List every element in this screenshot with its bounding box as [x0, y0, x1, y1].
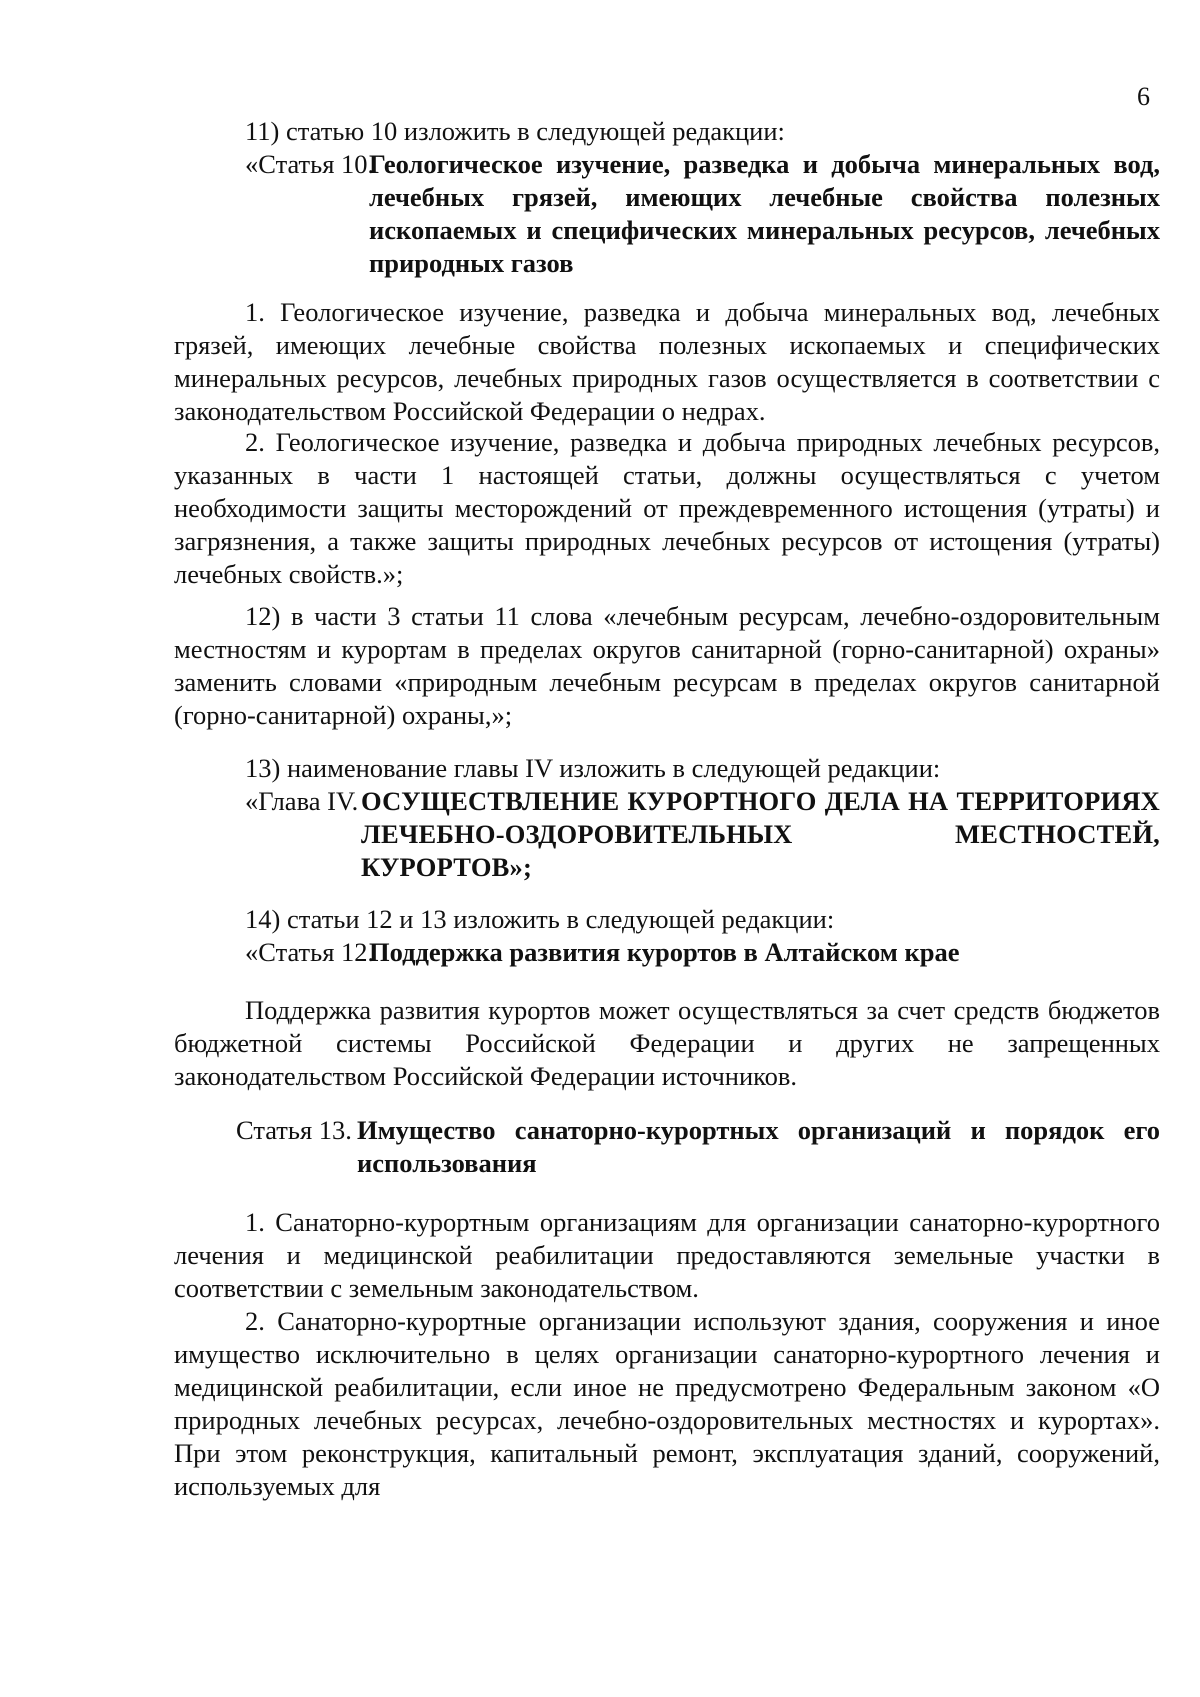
article-10-paragraph-1: 1. Геологическое изучение, разведка и добыча минеральных вод, лечебных грязей, имеющих лечебные свойства полезных ископаемых и специфических минеральных ресурсов, лечебных природных газов осуществляется в соответствии с законодательством Российской Федерации о недрах.	[174, 297, 1160, 426]
article-13-body	[174, 1206, 1160, 1503]
item-11-intro: 11) статью 10 изложить в следующей редакции:	[245, 116, 785, 146]
item-14	[174, 903, 1160, 969]
article-10-title: Геологическое изучение, разведка и добыча минеральных вод, лечебных грязей, имеющих лечебные свойства полезных ископаемых и специфических минеральных ресурсов, лечебных природных газов	[369, 149, 1160, 278]
article-10-paragraph-2: 2. Геологическое изучение, разведка и добыча природных лечебных ресурсов, указанных в части 1 настоящей статьи, должны осуществляться с учетом необходимости защиты месторождений от преждевременного истощения (утраты) и загрязнения, а также защиты природных лечебных ресурсов от истощения (утраты) лечебных свойств.»;	[174, 427, 1160, 589]
article-13-label: Статья 13.	[236, 1115, 352, 1145]
chapter-4-label: «Глава IV.	[245, 786, 359, 816]
chapter-4-title: ОСУЩЕСТВЛЕНИЕ КУРОРТНОГО ДЕЛА НА ТЕРРИТОРИЯХ ЛЕЧЕБНО-ОЗДОРОВИТЕЛЬНЫХ МЕСТНОСТЕЙ, КУРОРТОВ»;	[361, 786, 1160, 882]
article-12-body	[174, 994, 1160, 1093]
article-13-heading	[174, 1114, 1160, 1180]
page-number: 6	[1137, 82, 1150, 111]
item-14-intro: 14) статьи 12 и 13 изложить в следующей редакции:	[245, 904, 835, 934]
article-12-paragraph: Поддержка развития курортов может осуществляться за счет средств бюджетов бюджетной системы Российской Федерации и других не запрещенных законодательством Российской Федерации источников.	[174, 995, 1160, 1091]
article-13-title: Имущество санаторно-курортных организаций и порядок его использования	[357, 1115, 1160, 1178]
item-12	[174, 600, 1160, 732]
article-13-paragraph-2: 2. Санаторно-курортные организации используют здания, сооружения и иное имущество исключительно в целях организации санаторно-курортного лечения и медицинской реабилитации, если иное не предусмотрено Федеральным законом «О природных лечебных ресурсах, лечебно-оздоровительных местностях и курортах». При этом реконструкция, капитальный ремонт, эксплуатация зданий, сооружений, используемых для	[174, 1306, 1160, 1501]
item-13-intro: 13) наименование главы IV изложить в следующей редакции:	[245, 753, 941, 783]
article-13-heading-block	[174, 1114, 1160, 1180]
item-11	[174, 115, 1160, 280]
article-12-heading	[174, 936, 1160, 969]
article-12-title: Поддержка развития курортов в Алтайском крае	[369, 937, 960, 967]
article-10-heading	[174, 148, 1160, 280]
article-13-paragraph-1: 1. Санаторно-курортным организациям для организации санаторно-курортного лечения и медицинской реабилитации предоставляются земельные участки в соответствии с земельным законодательством.	[174, 1207, 1160, 1303]
article-10-label: «Статья 10.	[245, 149, 375, 179]
item-13	[174, 752, 1160, 884]
article-12-label: «Статья 12.	[245, 937, 375, 967]
chapter-4-heading	[174, 785, 1160, 884]
article-10-body	[174, 296, 1160, 591]
item-12-text: 12) в части 3 статьи 11 слова «лечебным ресурсам, лечебно-оздоровительным местностям и курортам в пределах округов санитарной (горно-санитарной) охраны» заменить словами «природным лечебным ресурсам в пределах округов санитарной (горно-санитарной) охраны,»;	[174, 601, 1160, 730]
